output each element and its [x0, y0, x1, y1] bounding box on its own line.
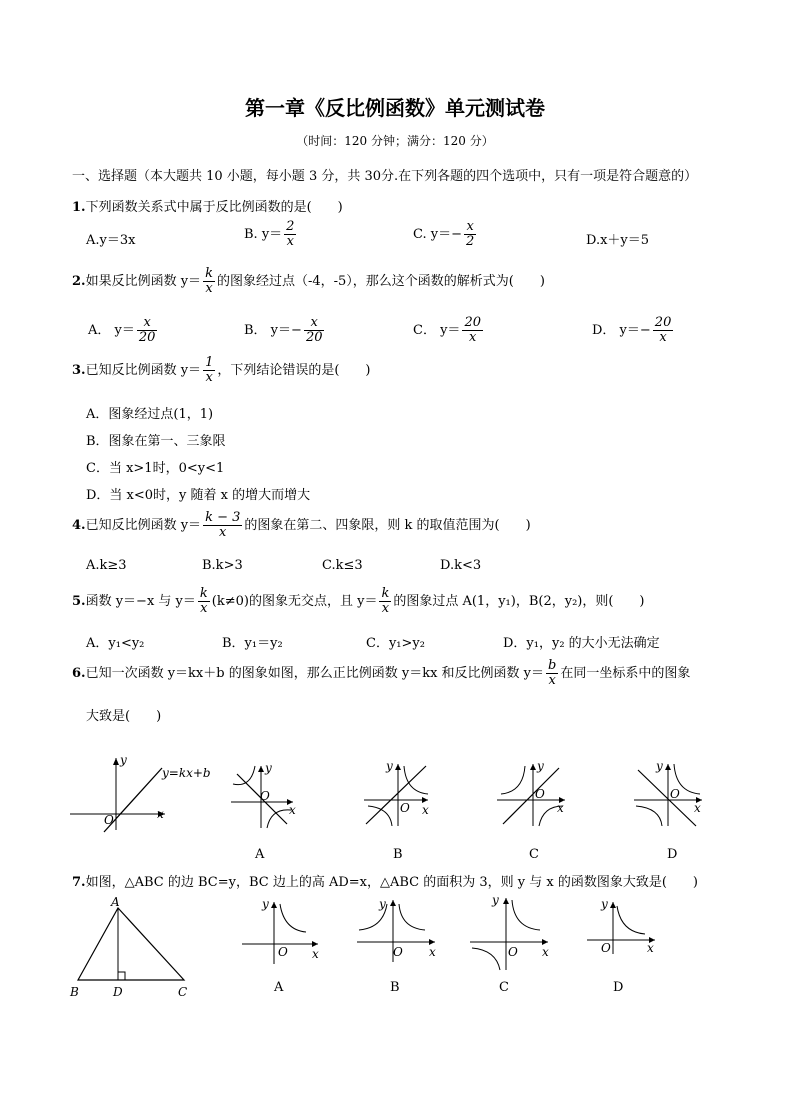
q4-option-b[interactable]: B.k>3 [202, 558, 243, 573]
svg-text:y: y [601, 897, 608, 911]
q7-label-b: B [390, 980, 400, 995]
question-stem: 下列函数关系式中属于反比例函数的是( ) [85, 200, 343, 215]
q6-graph-a[interactable] [225, 762, 297, 830]
svg-text:O: O [278, 945, 288, 959]
q7-graph-c[interactable] [468, 892, 552, 972]
svg-text:y: y [386, 759, 393, 773]
section-heading: 一、选择题（本大题共 10 小题，每小题 3 分，共 30分.在下列各题的四个选项中，只有一项是符合题意的） [72, 169, 698, 184]
q6-graph-b[interactable] [360, 760, 432, 828]
question-6-line2: 大致是( ) [86, 709, 162, 724]
q1-option-d[interactable]: D.x＋y＝5 [586, 233, 650, 248]
question-3: 3.已知反比例函数 y＝ $\frac{1}{x}$ ，下列结论错误的是( ) [72, 355, 371, 385]
page-subtitle: （时间：120 分钟；满分：120 分） [296, 134, 494, 148]
svg-text:x: x [312, 947, 319, 961]
svg-text:x: x [647, 941, 654, 955]
q2-option-b[interactable]: B． y＝− $\frac{x}{20}$ [244, 315, 323, 345]
q3-option-b[interactable]: B．图象在第一、三象限 [86, 434, 226, 449]
q7-graph-d[interactable] [585, 896, 661, 956]
svg-text:D: D [113, 985, 123, 999]
page-title: 第一章《反比例函数》单元测试卷 [245, 96, 545, 120]
q3-option-c[interactable]: C．当 x>1时，0<y<1 [86, 461, 225, 476]
q4-option-c[interactable]: C.k≤3 [322, 558, 363, 573]
q6-label-d: D [667, 847, 678, 862]
svg-text:y: y [492, 893, 499, 907]
svg-text:y: y [379, 897, 386, 911]
question-number: 1. [72, 200, 86, 215]
q4-option-a[interactable]: A.k≥3 [86, 558, 127, 573]
q7-graph-a[interactable] [240, 896, 324, 966]
origin-label: O [104, 813, 114, 827]
q5-option-b[interactable]: B．y₁＝y₂ [222, 636, 283, 651]
q5-option-c[interactable]: C．y₁>y₂ [366, 636, 425, 651]
svg-text:A: A [111, 895, 120, 909]
question-5: 5.函数 y＝−x 与 y＝ $\frac{k}{x}$ (k≠0)的图象无交点，且 y＝ $\frac{k}{x}$ 的图象过点 A(1，y₁)，B(2，y₂)，则( ) [72, 586, 645, 616]
q2-option-a[interactable]: A． y＝ $\frac{x}{20}$ [88, 315, 156, 345]
q6-label-a: A [255, 847, 265, 862]
q7-label-d: D [613, 980, 624, 995]
q7-graph-b[interactable] [355, 894, 439, 964]
question-2: 2.如果反比例函数 y＝ $\frac{k}{x}$ 的图象经过点（-4，-5），那么这个函数的解析式为( ) [72, 266, 545, 296]
svg-text:y: y [262, 897, 269, 911]
q7-label-c: C [499, 980, 509, 995]
svg-text:B: B [70, 985, 79, 999]
svg-text:O: O [508, 945, 518, 959]
q5-option-d[interactable]: D．y₁，y₂ 的大小无法确定 [503, 636, 660, 651]
svg-text:x: x [694, 801, 701, 815]
svg-text:O: O [260, 789, 270, 803]
svg-text:O: O [393, 945, 403, 959]
q1-option-c[interactable]: C. y＝− $\frac{x}{2}$ [413, 219, 475, 249]
axis-y-label: y [120, 753, 127, 767]
svg-text:y: y [656, 759, 663, 773]
question-7: 7.如图，△ABC 的边 BC=y，BC 边上的高 AD=x，△ABC 的面积为 3，则 y 与 x 的函数图象大致是( ) [72, 875, 699, 890]
q5-option-a[interactable]: A．y₁<y₂ [86, 636, 145, 651]
svg-text:x: x [422, 803, 429, 817]
svg-text:O: O [601, 941, 611, 955]
question-6: 6.已知一次函数 y＝kx＋b 的图象如图，那么正比例函数 y＝kx 和反比例函数 y＝ $\frac{b}{x}$ 在同一坐标系中的图象 [72, 658, 691, 688]
svg-text:C: C [178, 985, 188, 999]
axis-x-label: x [157, 807, 164, 821]
svg-text:O: O [400, 801, 410, 815]
q2-option-c[interactable]: C． y＝ $\frac{20}{x}$ [413, 315, 481, 345]
q3-option-d[interactable]: D．当 x<0时，y 随着 x 的增大而增大 [86, 488, 311, 503]
svg-text:x: x [557, 801, 564, 815]
svg-text:x: x [429, 945, 436, 959]
q2-option-d[interactable]: D． y＝− $\frac{20}{x}$ [592, 315, 672, 345]
q3-option-a[interactable]: A．图象经过点(1，1) [86, 407, 214, 422]
svg-text:y: y [537, 759, 544, 773]
svg-text:y: y [265, 761, 272, 775]
question-4: 4.已知反比例函数 y＝ $\frac{k - 3}{x}$ 的图象在第二、四象限，则 k 的取值范围为( ) [72, 510, 531, 540]
q4-option-d[interactable]: D.k<3 [440, 558, 482, 573]
q6-label-b: B [393, 847, 403, 862]
q1-option-a[interactable]: A.y＝3x [86, 233, 136, 248]
q6-label-c: C [529, 847, 539, 862]
svg-text:x: x [542, 945, 549, 959]
q6-graph-d[interactable] [632, 760, 704, 828]
q7-triangle-figure [66, 894, 196, 1000]
svg-text:x: x [289, 803, 296, 817]
line-label: y=kx+b [162, 766, 211, 780]
q1-option-b[interactable]: B. y＝ $\frac{2}{x}$ [244, 219, 295, 249]
svg-text:O: O [535, 787, 545, 801]
q6-graph-c[interactable] [495, 760, 567, 828]
question-1 [72, 196, 343, 215]
svg-text:O: O [670, 787, 680, 801]
q7-label-a: A [274, 980, 284, 995]
q6-linear-graph [70, 752, 220, 832]
